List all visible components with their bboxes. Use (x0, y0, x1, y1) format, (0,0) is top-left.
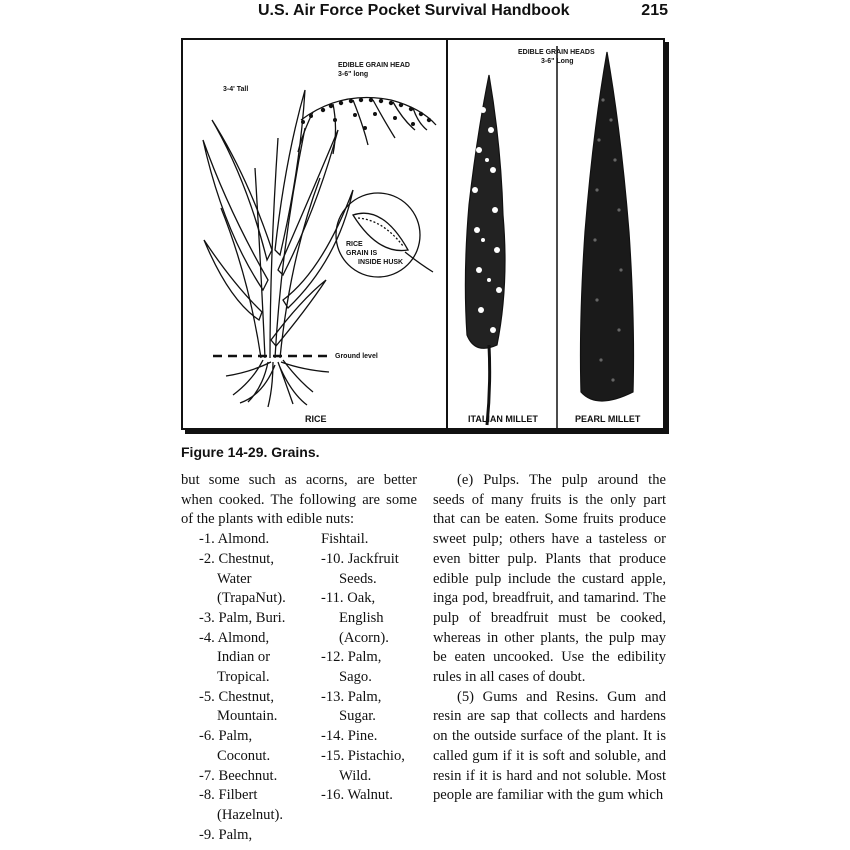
edible-nuts-list (181, 530, 417, 843)
nut-item-continuation: Water (217, 570, 252, 587)
rice-height-label: 3-4' Tall (223, 86, 249, 93)
nut-item-name: -11. Oak, (321, 590, 376, 607)
nut-list-item (321, 530, 441, 550)
nut-item-continuation: English (339, 609, 384, 626)
nut-item-name: -2. Chestnut, (199, 550, 274, 567)
page-number: 215 (641, 2, 668, 19)
husk-label-line-1: RICE (346, 241, 363, 248)
nut-list-item (321, 550, 441, 589)
grains-figure (181, 38, 665, 430)
rice-grain-head-length: 3-6" long (338, 71, 369, 78)
nut-list-item (199, 767, 319, 787)
nut-list-item (199, 826, 319, 846)
millet-heads-label: EDIBLE GRAIN HEADS (518, 49, 595, 56)
pearl-millet-drawing (581, 52, 634, 401)
nut-list-item (199, 550, 319, 609)
nut-item-name: -14. Pine. (321, 728, 378, 745)
nuts-list-column-b (321, 530, 441, 806)
nuts-list-column-a (199, 530, 319, 845)
nut-list-item (321, 786, 441, 806)
nut-item-name: -12. Palm, (321, 649, 382, 666)
gums-resins-paragraph: (5) Gums and Resins. Gum and resin are sap that collects and hardens on the outside surface of the plant. It is called gum if it is soft and soluble, and resin if it is hard and not soluble. Most people are familiar with the gum which (433, 688, 666, 804)
nut-list-item (199, 727, 319, 766)
nut-item-name: -7. Beechnut. (199, 767, 278, 784)
page-header (258, 2, 668, 24)
rice-plant-drawing (203, 90, 436, 407)
nut-list-item (199, 786, 319, 825)
ground-level-label: Ground level (335, 353, 378, 360)
pulps-paragraph: (e) Pulps. The pulp around the seeds of many fruits is the only part that can be eaten. Some fruits produce sweet pulp; others have a tasteless or even bitter pulp. Plants that produce edible pulp include the custard apple, inga pod, breadfruit, and tamarind. The pulp of breadfruit must be cooked, whereas in other plants, the pulp may be eaten uncooked. Use the edibility rules in all cases of doubt. (433, 472, 666, 686)
nut-item-name: -15. Pistachio, (321, 747, 405, 764)
nut-list-item (321, 688, 441, 727)
nut-item-name: -9. Palm, (199, 826, 253, 843)
nut-list-item (321, 589, 441, 648)
nut-item-continuation: (TrapaNut). (217, 590, 286, 607)
nut-item-continuation: Seeds. (339, 570, 377, 587)
nut-item-continuation: (Hazelnut). (217, 806, 284, 823)
nuts-intro-paragraph: but some such as acorns, are better when cooked. The following are some of the plants with edible nuts: (181, 472, 417, 528)
nut-list-item (199, 629, 319, 688)
nut-item-continuation: Indian or (217, 649, 271, 666)
nut-item-name: -5. Chestnut, (199, 688, 274, 705)
nut-item-continuation: Sugar. (339, 708, 376, 725)
nut-item-continuation: Wild. (339, 767, 372, 784)
right-column (433, 471, 666, 806)
nut-list-item (199, 530, 319, 550)
nut-item-name: -8. Filbert (199, 787, 258, 804)
nut-item-name: -13. Palm, (321, 688, 382, 705)
nut-item-continuation: (Acorn). (339, 629, 389, 646)
nut-item-continuation: Tropical. (217, 669, 270, 686)
nut-item-name: -4. Almond, (199, 629, 270, 646)
husk-label-line-2: GRAIN IS (346, 250, 378, 257)
rice-name-label: RICE (305, 414, 327, 424)
nut-list-item (199, 688, 319, 727)
figure-caption: Figure 14-29. Grains. (181, 444, 320, 460)
nut-item-continuation: Coconut. (217, 747, 271, 764)
running-title: U.S. Air Force Pocket Survival Handbook (258, 2, 570, 19)
rice-grain-head-label: EDIBLE GRAIN HEAD (338, 62, 410, 69)
italian-millet-drawing (465, 75, 505, 425)
pearl-millet-label: PEARL MILLET (575, 414, 641, 424)
nut-item-name: -1. Almond. (199, 531, 270, 548)
husk-label-line-3: INSIDE HUSK (358, 259, 404, 266)
nut-list-item (321, 727, 441, 747)
left-column (181, 471, 417, 843)
grains-illustration (183, 40, 663, 428)
nut-item-name: -3. Palm, Buri. (199, 609, 286, 626)
nut-item-name: -6. Palm, (199, 728, 253, 745)
nut-list-item (321, 648, 441, 687)
nut-item-continuation: Mountain. (217, 708, 278, 725)
nut-list-item (321, 747, 441, 786)
nut-item-name: -10. Jackfruit (321, 550, 399, 567)
nut-item-name: Fishtail. (321, 531, 369, 548)
italian-millet-label: ITALIAN MILLET (468, 414, 538, 424)
nut-list-item (199, 609, 319, 629)
nut-item-continuation: Sago. (339, 669, 372, 686)
millet-heads-length: 3-6" Long (541, 58, 574, 65)
nut-item-name: -16. Walnut. (321, 787, 393, 804)
